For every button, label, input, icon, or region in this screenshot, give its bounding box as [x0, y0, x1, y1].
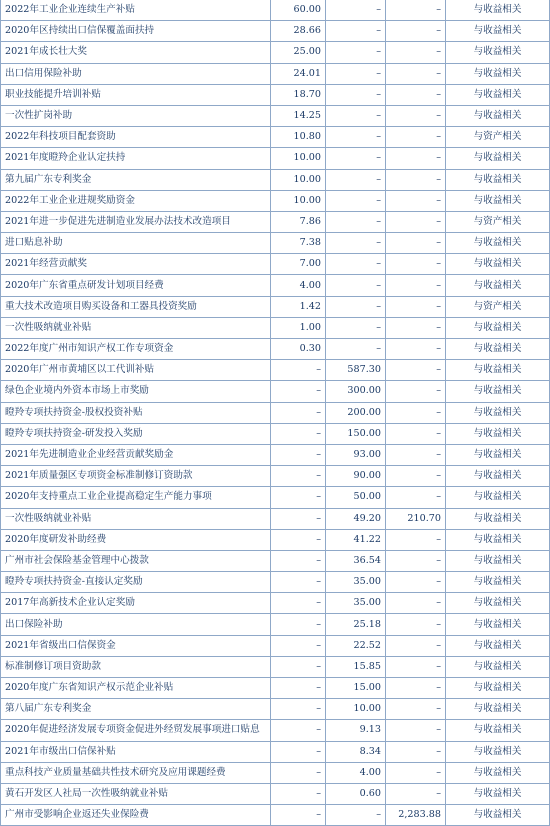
amount-col3-cell: –	[386, 169, 446, 190]
table-row	[1, 381, 550, 402]
table-row	[1, 635, 550, 656]
category-cell: 与收益相关	[446, 656, 550, 677]
amount-col3-cell: –	[386, 741, 446, 762]
item-name-cell: 标准制修订项目资助款	[1, 656, 271, 677]
amount-col1-cell: –	[271, 529, 326, 550]
amount-col2-cell: 50.00	[326, 487, 386, 508]
amount-col1-cell: –	[271, 444, 326, 465]
item-name-cell: 2020年区持续出口信保覆盖面扶持	[1, 21, 271, 42]
category-cell: 与收益相关	[446, 381, 550, 402]
amount-col3-cell: –	[386, 275, 446, 296]
category-cell: 与收益相关	[446, 84, 550, 105]
item-name-cell: 职业技能提升培训补贴	[1, 84, 271, 105]
amount-col2-cell: –	[326, 21, 386, 42]
table-row	[1, 0, 550, 21]
item-name-cell: 出口信用保险补助	[1, 63, 271, 84]
amount-col2-cell: 49.20	[326, 508, 386, 529]
amount-col3-cell: –	[386, 63, 446, 84]
table-row	[1, 444, 550, 465]
amount-col2-cell: 25.18	[326, 614, 386, 635]
category-cell: 与收益相关	[446, 805, 550, 826]
amount-col2-cell: –	[326, 339, 386, 360]
amount-col1-cell: 7.38	[271, 233, 326, 254]
category-cell: 与收益相关	[446, 148, 550, 169]
amount-col2-cell: –	[326, 127, 386, 148]
amount-col3-cell: –	[386, 84, 446, 105]
amount-col2-cell: –	[326, 296, 386, 317]
amount-col1-cell: –	[271, 635, 326, 656]
amount-col1-cell: 24.01	[271, 63, 326, 84]
category-cell: 与收益相关	[446, 0, 550, 21]
amount-col1-cell: 10.00	[271, 169, 326, 190]
amount-col3-cell: –	[386, 423, 446, 444]
amount-col2-cell: –	[326, 42, 386, 63]
amount-col1-cell: –	[271, 656, 326, 677]
amount-col2-cell: –	[326, 84, 386, 105]
amount-col2-cell: –	[326, 63, 386, 84]
amount-col1-cell: –	[271, 423, 326, 444]
category-cell: 与收益相关	[446, 741, 550, 762]
table-row	[1, 63, 550, 84]
table-row	[1, 148, 550, 169]
item-name-cell: 瞪羚专项扶持资金-研发投入奖励	[1, 423, 271, 444]
amount-col1-cell: –	[271, 783, 326, 804]
amount-col1-cell: 7.00	[271, 254, 326, 275]
item-name-cell: 广州市社会保险基金管理中心拨款	[1, 550, 271, 571]
table-row	[1, 466, 550, 487]
item-name-cell: 2020年度研发补助经费	[1, 529, 271, 550]
amount-col2-cell: 8.34	[326, 741, 386, 762]
category-cell: 与收益相关	[446, 42, 550, 63]
amount-col1-cell: –	[271, 720, 326, 741]
item-name-cell: 2021年省级出口信保资金	[1, 635, 271, 656]
amount-col2-cell: 9.13	[326, 720, 386, 741]
amount-col2-cell: 200.00	[326, 402, 386, 423]
table-row	[1, 169, 550, 190]
amount-col3-cell: –	[386, 105, 446, 126]
amount-col3-cell: –	[386, 593, 446, 614]
category-cell: 与收益相关	[446, 466, 550, 487]
amount-col1-cell: –	[271, 762, 326, 783]
amount-col2-cell: 15.00	[326, 678, 386, 699]
amount-col1-cell: –	[271, 487, 326, 508]
table-row	[1, 720, 550, 741]
category-cell: 与收益相关	[446, 21, 550, 42]
amount-col3-cell: –	[386, 254, 446, 275]
item-name-cell: 2020年支持重点工业企业提高稳定生产能力事项	[1, 487, 271, 508]
item-name-cell: 2022年工业企业进规奖励资金	[1, 190, 271, 211]
item-name-cell: 2021年先进制造业企业经营贡献奖励金	[1, 444, 271, 465]
table-row	[1, 805, 550, 826]
item-name-cell: 2020年度广东省知识产权示范企业补贴	[1, 678, 271, 699]
amount-col3-cell: –	[386, 211, 446, 232]
amount-col3-cell: –	[386, 444, 446, 465]
amount-col3-cell: 210.70	[386, 508, 446, 529]
amount-col3-cell: –	[386, 296, 446, 317]
item-name-cell: 2020年广东省重点研发计划项目经费	[1, 275, 271, 296]
category-cell: 与收益相关	[446, 360, 550, 381]
amount-col1-cell: –	[271, 360, 326, 381]
amount-col3-cell: –	[386, 529, 446, 550]
amount-col2-cell: 0.60	[326, 783, 386, 804]
table-row	[1, 656, 550, 677]
amount-col1-cell: –	[271, 572, 326, 593]
table-row	[1, 360, 550, 381]
amount-col3-cell: –	[386, 699, 446, 720]
category-cell: 与收益相关	[446, 254, 550, 275]
amount-col1-cell: –	[271, 466, 326, 487]
amount-col1-cell: 1.42	[271, 296, 326, 317]
amount-col1-cell: –	[271, 678, 326, 699]
item-name-cell: 2017年高新技术企业认定奖励	[1, 593, 271, 614]
item-name-cell: 黄石开发区人社局一次性吸纳就业补贴	[1, 783, 271, 804]
table-row	[1, 275, 550, 296]
amount-col2-cell: –	[326, 190, 386, 211]
table-row	[1, 254, 550, 275]
amount-col1-cell: 1.00	[271, 317, 326, 338]
amount-col1-cell: 14.25	[271, 105, 326, 126]
category-cell: 与收益相关	[446, 762, 550, 783]
amount-col2-cell: 15.85	[326, 656, 386, 677]
amount-col3-cell: –	[386, 127, 446, 148]
amount-col3-cell: –	[386, 678, 446, 699]
amount-col2-cell: –	[326, 211, 386, 232]
amount-col1-cell: 10.80	[271, 127, 326, 148]
table-row	[1, 762, 550, 783]
amount-col2-cell: 93.00	[326, 444, 386, 465]
amount-col2-cell: –	[326, 254, 386, 275]
item-name-cell: 2022年科技项目配套资助	[1, 127, 271, 148]
amount-col2-cell: –	[326, 233, 386, 254]
item-name-cell: 重点科技产业质量基础共性技术研究及应用课题经费	[1, 762, 271, 783]
table-row	[1, 550, 550, 571]
table-row	[1, 614, 550, 635]
category-cell: 与收益相关	[446, 508, 550, 529]
amount-col2-cell: 300.00	[326, 381, 386, 402]
item-name-cell: 一次性扩岗补助	[1, 105, 271, 126]
item-name-cell: 2022年工业企业连续生产补贴	[1, 0, 271, 21]
category-cell: 与收益相关	[446, 275, 550, 296]
amount-col3-cell: –	[386, 317, 446, 338]
amount-col3-cell: –	[386, 614, 446, 635]
table-row	[1, 339, 550, 360]
amount-col3-cell: –	[386, 572, 446, 593]
category-cell: 与收益相关	[446, 317, 550, 338]
item-name-cell: 出口保险补助	[1, 614, 271, 635]
table-row	[1, 84, 550, 105]
table-row	[1, 233, 550, 254]
item-name-cell: 2020年促进经济发展专项资金促进外经贸发展事项进口贴息	[1, 720, 271, 741]
table-row	[1, 699, 550, 720]
item-name-cell: 2022年度广州市知识产权工作专项资金	[1, 339, 271, 360]
table-row	[1, 317, 550, 338]
amount-col3-cell: –	[386, 360, 446, 381]
amount-col1-cell: –	[271, 699, 326, 720]
item-name-cell: 广州市受影响企业返还失业保险费	[1, 805, 271, 826]
item-name-cell: 瞪羚专项扶持资金-直接认定奖励	[1, 572, 271, 593]
amount-col3-cell: –	[386, 762, 446, 783]
category-cell: 与收益相关	[446, 529, 550, 550]
table-row	[1, 678, 550, 699]
amount-col3-cell: –	[386, 21, 446, 42]
amount-col3-cell: –	[386, 42, 446, 63]
amount-col3-cell: –	[386, 381, 446, 402]
category-cell: 与收益相关	[446, 593, 550, 614]
item-name-cell: 2021年进一步促进先进制造业发展办法技术改造项目	[1, 211, 271, 232]
category-cell: 与收益相关	[446, 720, 550, 741]
amount-col3-cell: 2,283.88	[386, 805, 446, 826]
table-row	[1, 21, 550, 42]
table-row	[1, 402, 550, 423]
amount-col2-cell: –	[326, 275, 386, 296]
amount-col3-cell: –	[386, 148, 446, 169]
amount-col1-cell: 0.30	[271, 339, 326, 360]
amount-col3-cell: –	[386, 487, 446, 508]
category-cell: 与收益相关	[446, 487, 550, 508]
table-row	[1, 529, 550, 550]
amount-col1-cell: 10.00	[271, 190, 326, 211]
table-row	[1, 42, 550, 63]
amount-col2-cell: 35.00	[326, 572, 386, 593]
item-name-cell: 2021年成长壮大奖	[1, 42, 271, 63]
table-row	[1, 211, 550, 232]
amount-col1-cell: 7.86	[271, 211, 326, 232]
item-name-cell: 2021年经营贡献奖	[1, 254, 271, 275]
amount-col3-cell: –	[386, 0, 446, 21]
amount-col2-cell: –	[326, 0, 386, 21]
amount-col3-cell: –	[386, 339, 446, 360]
category-cell: 与收益相关	[446, 783, 550, 804]
amount-col1-cell: 10.00	[271, 148, 326, 169]
category-cell: 与收益相关	[446, 444, 550, 465]
amount-col1-cell: 28.66	[271, 21, 326, 42]
amount-col1-cell: –	[271, 508, 326, 529]
item-name-cell: 瞪羚专项扶持资金-股权投资补贴	[1, 402, 271, 423]
category-cell: 与收益相关	[446, 402, 550, 423]
amount-col2-cell: 36.54	[326, 550, 386, 571]
item-name-cell: 重大技术改造项目购买设备和工器具投资奖励	[1, 296, 271, 317]
amount-col3-cell: –	[386, 402, 446, 423]
amount-col2-cell: –	[326, 169, 386, 190]
item-name-cell: 第九届广东专利奖金	[1, 169, 271, 190]
category-cell: 与资产相关	[446, 211, 550, 232]
table-row	[1, 572, 550, 593]
amount-col1-cell: –	[271, 593, 326, 614]
amount-col2-cell: –	[326, 105, 386, 126]
item-name-cell: 进口贴息补助	[1, 233, 271, 254]
amount-col2-cell: 10.00	[326, 699, 386, 720]
item-name-cell: 2021年市级出口信保补贴	[1, 741, 271, 762]
category-cell: 与收益相关	[446, 233, 550, 254]
category-cell: 与收益相关	[446, 699, 550, 720]
amount-col3-cell: –	[386, 466, 446, 487]
category-cell: 与收益相关	[446, 614, 550, 635]
category-cell: 与收益相关	[446, 105, 550, 126]
table-row	[1, 593, 550, 614]
amount-col3-cell: –	[386, 720, 446, 741]
item-name-cell: 第八届广东专利奖金	[1, 699, 271, 720]
item-name-cell: 一次性吸纳就业补贴	[1, 317, 271, 338]
table-row	[1, 296, 550, 317]
category-cell: 与收益相关	[446, 423, 550, 444]
item-name-cell: 2020年广州市黄埔区以工代训补贴	[1, 360, 271, 381]
table-row	[1, 783, 550, 804]
item-name-cell: 一次性吸纳就业补贴	[1, 508, 271, 529]
amount-col2-cell: –	[326, 317, 386, 338]
amount-col1-cell: –	[271, 805, 326, 826]
category-cell: 与收益相关	[446, 339, 550, 360]
amount-col2-cell: 150.00	[326, 423, 386, 444]
amount-col3-cell: –	[386, 656, 446, 677]
amount-col2-cell: 22.52	[326, 635, 386, 656]
amount-col1-cell: –	[271, 741, 326, 762]
amount-col1-cell: 25.00	[271, 42, 326, 63]
amount-col2-cell: –	[326, 148, 386, 169]
table-body	[1, 0, 550, 826]
amount-col1-cell: –	[271, 550, 326, 571]
table-row	[1, 127, 550, 148]
amount-col1-cell: 60.00	[271, 0, 326, 21]
item-name-cell: 2021年度瞪羚企业认定扶持	[1, 148, 271, 169]
amount-col1-cell: 4.00	[271, 275, 326, 296]
table-row	[1, 741, 550, 762]
table-row	[1, 105, 550, 126]
table-row	[1, 508, 550, 529]
category-cell: 与收益相关	[446, 550, 550, 571]
amount-col3-cell: –	[386, 783, 446, 804]
table-row	[1, 487, 550, 508]
category-cell: 与收益相关	[446, 635, 550, 656]
amount-col1-cell: –	[271, 402, 326, 423]
category-cell: 与收益相关	[446, 169, 550, 190]
table-row	[1, 423, 550, 444]
table-row	[1, 190, 550, 211]
amount-col2-cell: 4.00	[326, 762, 386, 783]
category-cell: 与收益相关	[446, 572, 550, 593]
amount-col2-cell: –	[326, 805, 386, 826]
category-cell: 与收益相关	[446, 678, 550, 699]
category-cell: 与资产相关	[446, 296, 550, 317]
item-name-cell: 绿色企业境内外资本市场上市奖励	[1, 381, 271, 402]
amount-col3-cell: –	[386, 635, 446, 656]
category-cell: 与资产相关	[446, 127, 550, 148]
amount-col3-cell: –	[386, 190, 446, 211]
amount-col3-cell: –	[386, 233, 446, 254]
amount-col2-cell: 587.30	[326, 360, 386, 381]
amount-col2-cell: 90.00	[326, 466, 386, 487]
amount-col2-cell: 35.00	[326, 593, 386, 614]
amount-col1-cell: 18.70	[271, 84, 326, 105]
amount-col3-cell: –	[386, 550, 446, 571]
amount-col1-cell: –	[271, 614, 326, 635]
category-cell: 与收益相关	[446, 190, 550, 211]
amount-col2-cell: 41.22	[326, 529, 386, 550]
amount-col1-cell: –	[271, 381, 326, 402]
category-cell: 与收益相关	[446, 63, 550, 84]
item-name-cell: 2021年质量强区专项资金标准制修订资助款	[1, 466, 271, 487]
